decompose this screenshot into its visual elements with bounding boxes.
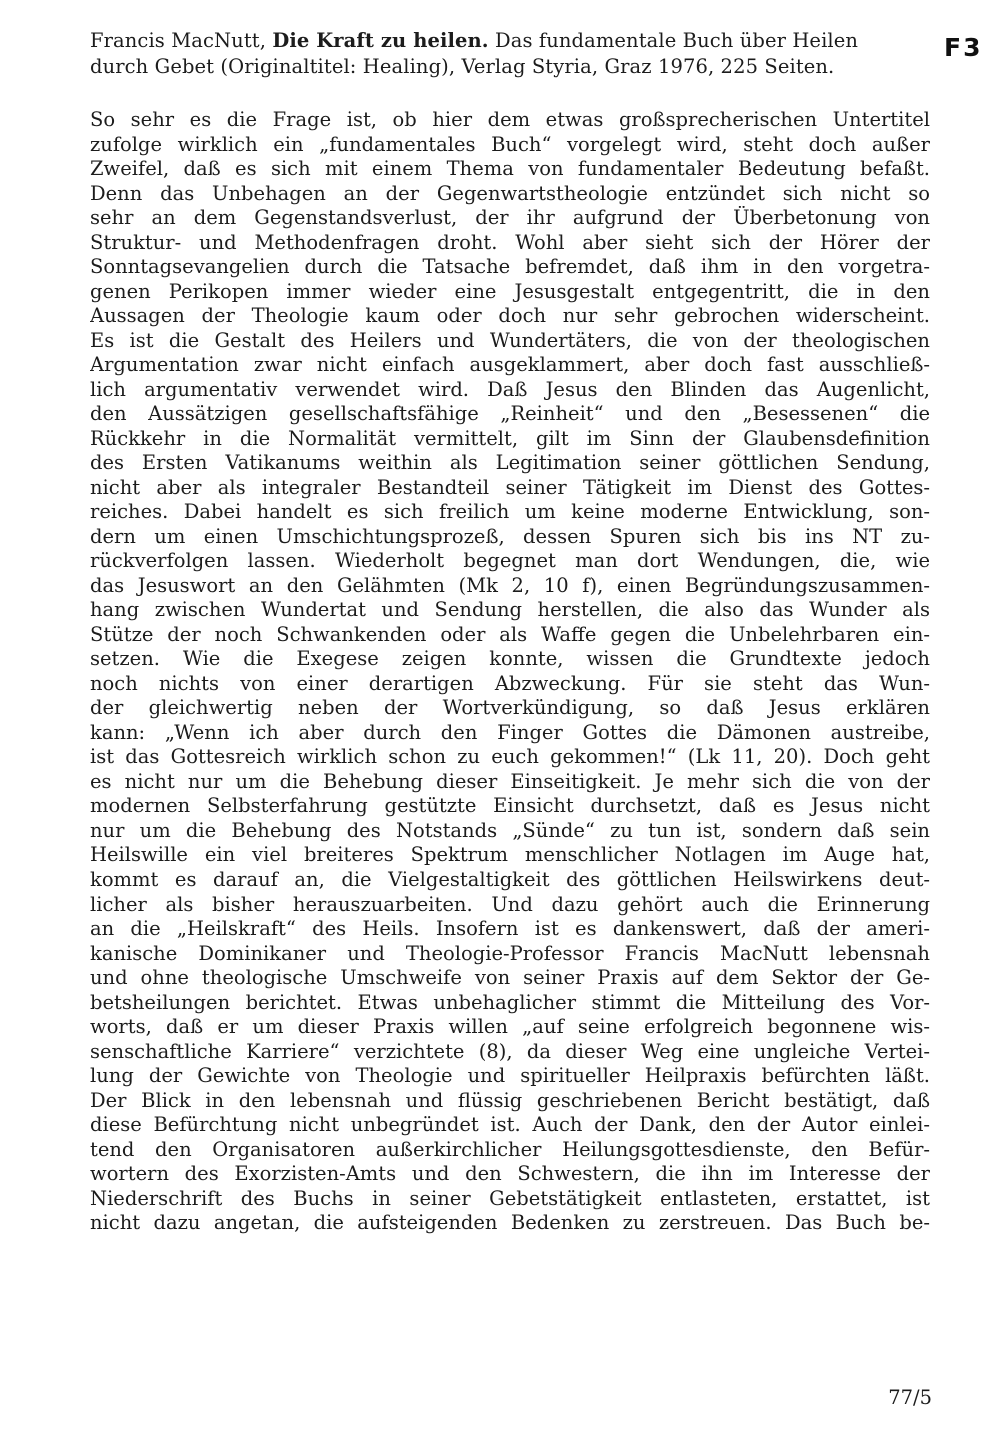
review-line: senschaftliche Karriere“ verzichtete (8), da dieser Weg eine ungleiche Vertei- bbox=[90, 1039, 930, 1063]
review-line: lung der Gewichte von Theologie und spiritueller Heilpraxis befürchten läßt. bbox=[90, 1064, 930, 1088]
review-line: des Ersten Vatikanums weithin als Legitimation seiner göttlichen Sendung, bbox=[90, 451, 930, 475]
book-title: Die Kraft zu heilen. bbox=[272, 29, 489, 52]
review-line: und ohne theologische Umschweife von seiner Praxis auf dem Sektor der Ge- bbox=[90, 966, 930, 990]
review-line: nicht dazu angetan, die aufsteigenden Bedenken zu zerstreuen. Das Buch be- bbox=[90, 1211, 930, 1235]
review-line: Denn das Unbehagen an der Gegenwartstheologie entzündet sich nicht so bbox=[90, 181, 930, 205]
author-name: Francis MacNutt, bbox=[90, 29, 267, 52]
review-line: ist das Gottesreich wirklich schon zu euch gekommen!“ (Lk 11, 20). Doch geht bbox=[90, 745, 930, 769]
review-line: So sehr es die Frage ist, ob hier dem etwas großsprecherischen Untertitel bbox=[90, 108, 930, 131]
review-line: kann: „Wenn ich aber durch den Finger Gottes die Dämonen austreibe, bbox=[90, 720, 930, 744]
review-line: hang zwischen Wundertat und Sendung herstellen, die also das Wunder als bbox=[90, 598, 930, 622]
review-line: Zweifel, daß es sich mit einem Thema von fundamentaler Bedeutung befaßt. bbox=[90, 157, 930, 181]
review-line: es nicht nur um die Behebung dieser Einseitigkeit. Je mehr sich die von der bbox=[90, 769, 930, 793]
review-line: Rückkehr in die Normalität vermittelt, gilt im Sinn der Glaubensdefinition bbox=[90, 426, 930, 450]
review-line: lich argumentativ verwendet wird. Daß Jesus den Blinden das Augenlicht, bbox=[90, 377, 930, 401]
review-line: betsheilungen berichtet. Etwas unbehaglicher stimmt die Mitteilung des Vor- bbox=[90, 990, 930, 1014]
book-subtitle: Das fundamentale Buch über Heilen bbox=[495, 29, 859, 52]
review-line: reiches. Dabei handelt es sich freilich um keine moderne Entwicklung, son- bbox=[90, 500, 930, 524]
review-line: zufolge wirklich ein „fundamentales Buch“ vorgelegt wird, steht doch außer bbox=[90, 132, 930, 156]
review-line: worts, daß er um dieser Praxis willen „auf seine erfolgreich begonnene wis- bbox=[90, 1015, 930, 1039]
page-number: 77/5 bbox=[888, 1386, 932, 1409]
review-line: noch nichts von einer derartigen Abzweckung. Für sie steht das Wun- bbox=[90, 671, 930, 695]
review-line: modernen Selbsterfahrung gestützte Einsicht durchsetzt, daß es Jesus nicht bbox=[90, 794, 930, 818]
review-line: wortern des Exorzisten-Amts und den Schwestern, die ihn im Interesse der bbox=[90, 1162, 930, 1186]
review-line: Stütze der noch Schwankenden oder als Waffe gegen die Unbelehrbaren ein- bbox=[90, 622, 930, 646]
review-line: nur um die Behebung des Notstands „Sünde“ zu tun ist, sondern daß sein bbox=[90, 818, 930, 842]
review-line: Heilswille ein viel breiteres Spektrum menschlicher Notlagen im Auge hat, bbox=[90, 843, 930, 867]
review-line: licher als bisher herauszuarbeiten. Und dazu gehört auch die Erinnerung bbox=[90, 892, 930, 916]
review-line: rückverfolgen lassen. Wiederholt begegnet man dort Wendungen, die, wie bbox=[90, 549, 930, 573]
review-line: an die „Heilskraft“ des Heils. Insofern ist es dankenswert, daß der ameri- bbox=[90, 917, 930, 941]
review-line: dern um einen Umschichtungsprozeß, dessen Spuren sich bis ins NT zu- bbox=[90, 524, 930, 548]
review-line: setzen. Wie die Exegese zeigen konnte, wissen die Grundtexte jedoch bbox=[90, 647, 930, 671]
review-line: Aussagen der Theologie kaum oder doch nur sehr gebrochen widerscheint. bbox=[90, 304, 930, 328]
review-line: diese Befürchtung nicht unbegründet ist. Auch der Dank, den der Autor einlei- bbox=[90, 1113, 930, 1137]
review-line: genen Perikopen immer wieder eine Jesusgestalt entgegentritt, die in den bbox=[90, 279, 930, 303]
review-line: Sonntagsevangelien durch die Tatsache befremdet, daß ihm in den vorgetra- bbox=[90, 255, 930, 279]
review-line: tend den Organisatoren außerkirchlicher Heilungsgottesdienste, den Befür- bbox=[90, 1137, 930, 1161]
review-line: kanische Dominikaner und Theologie-Professor Francis MacNutt lebensnah bbox=[90, 941, 930, 965]
review-line: kommt es darauf an, die Vielgestaltigkeit des göttlichen Heilswirkens deut- bbox=[90, 867, 930, 891]
review-body bbox=[90, 108, 930, 1236]
publication-details: durch Gebet (Originaltitel: Healing), Verlag Styria, Graz 1976, 225 Seiten. bbox=[90, 55, 835, 78]
bibliographic-header bbox=[90, 28, 930, 80]
review-line: nicht aber als integraler Bestandteil seiner Tätigkeit im Dienst des Gottes- bbox=[90, 475, 930, 499]
review-line: Niederschrift des Buchs in seiner Gebetstätigkeit entlasteten, erstattet, ist bbox=[90, 1186, 930, 1210]
review-line: Struktur- und Methodenfragen droht. Wohl aber sieht sich der Hörer der bbox=[90, 230, 930, 254]
review-line: den Aussätzigen gesellschaftsfähige „Reinheit“ und den „Besessenen“ die bbox=[90, 402, 930, 426]
review-line: Argumentation zwar nicht einfach ausgeklammert, aber doch fast ausschließ- bbox=[90, 353, 930, 377]
review-line: der gleichwertig neben der Wortverkündigung, so daß Jesus erklären bbox=[90, 696, 930, 720]
review-line: Es ist die Gestalt des Heilers und Wundertäters, die von der theologischen bbox=[90, 328, 930, 352]
section-badge: F3 bbox=[944, 33, 983, 62]
review-line: sehr an dem Gegenstandsverlust, der ihr aufgrund der Überbetonung von bbox=[90, 206, 930, 230]
review-line: das Jesuswort an den Gelähmten (Mk 2, 10 f), einen Begründungszusammen- bbox=[90, 573, 930, 597]
review-line: Der Blick in den lebensnah und flüssig geschriebenen Bericht bestätigt, daß bbox=[90, 1088, 930, 1112]
